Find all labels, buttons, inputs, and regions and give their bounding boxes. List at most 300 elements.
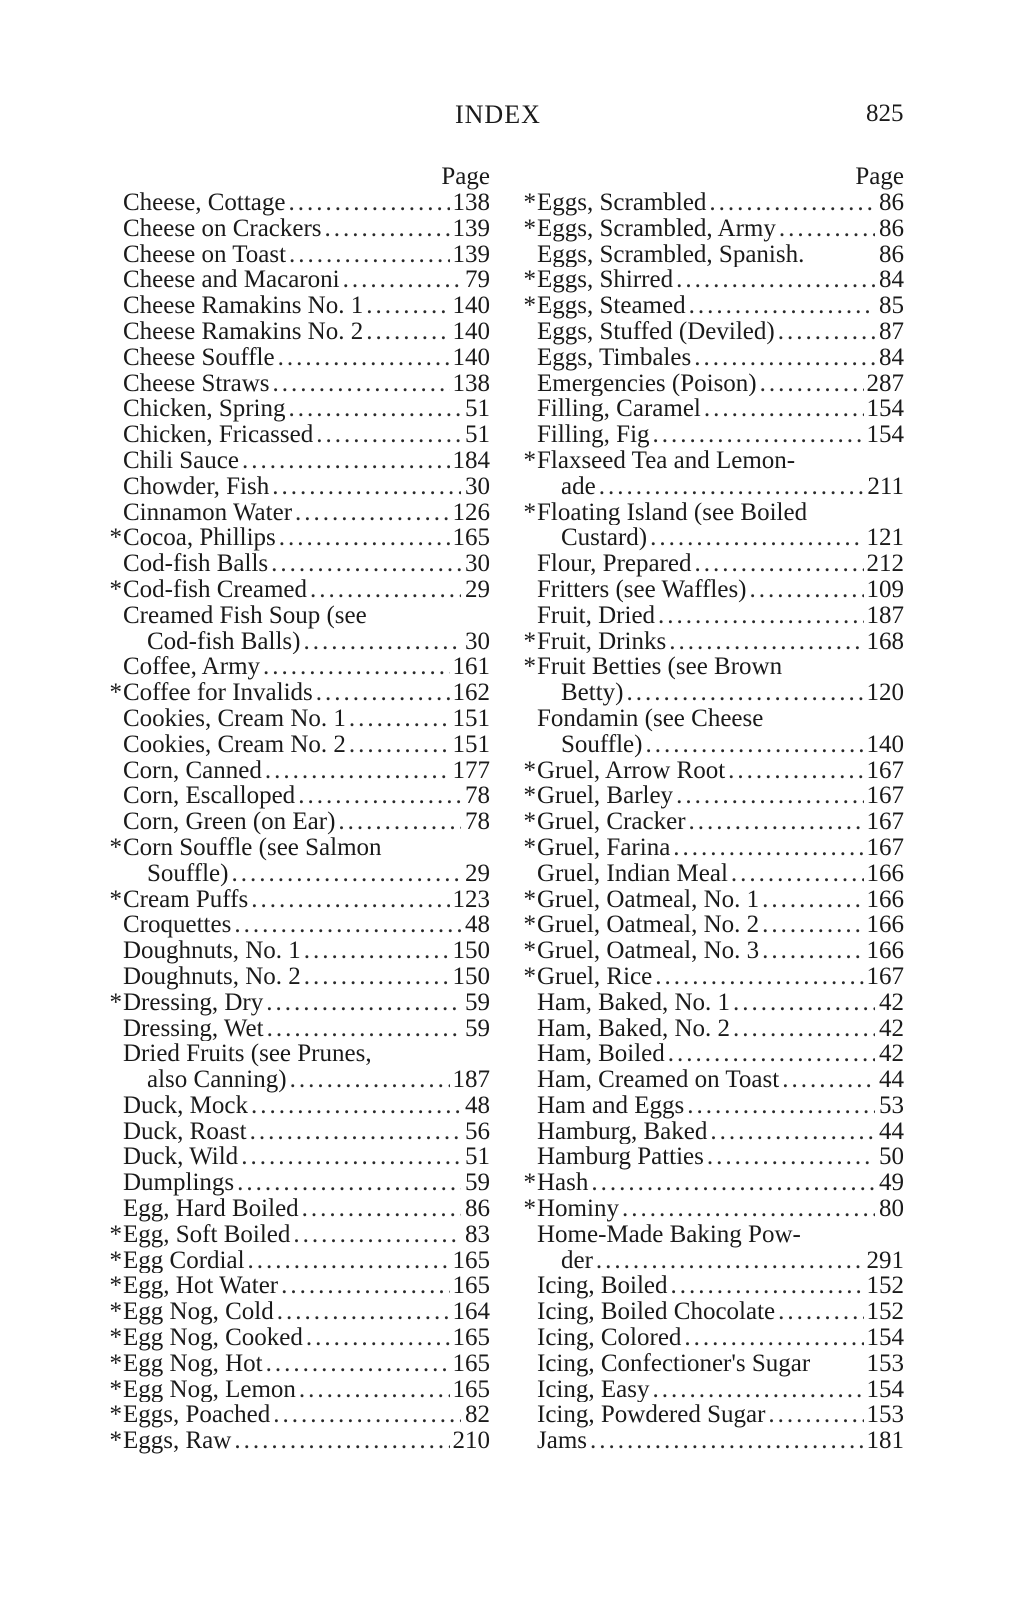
entry-page-number: 211 xyxy=(867,473,904,500)
dot-leader xyxy=(782,1067,875,1093)
index-entry xyxy=(522,422,904,448)
entry-page-number: 30 xyxy=(465,473,490,500)
entry-page-number: 51 xyxy=(465,422,490,448)
entry-text: Ham and Eggs xyxy=(537,1092,685,1119)
entry-text: Cheese Straws xyxy=(123,370,270,397)
entry-page-number: 83 xyxy=(465,1221,490,1248)
dot-leader xyxy=(658,603,863,629)
entry-marker: * xyxy=(523,447,536,474)
dot-leader xyxy=(689,293,875,319)
dot-leader xyxy=(316,422,461,448)
entry-text: Fritters (see Waffles) xyxy=(537,576,747,603)
entry-page-number: 167 xyxy=(866,809,904,835)
entry-page-number: 154 xyxy=(866,422,904,448)
entry-page-number: 165 xyxy=(452,1247,490,1274)
entry-text: Fruit, Drinks xyxy=(537,628,667,655)
entry-text: Egg Nog, Lemon xyxy=(123,1376,296,1403)
entry-text: Corn, Escalloped xyxy=(123,783,296,810)
entry-text: Duck, Roast xyxy=(123,1118,247,1145)
index-entry xyxy=(108,758,490,784)
entry-text: Duck, Mock xyxy=(123,1092,248,1119)
index-entry xyxy=(522,1170,904,1196)
entry-page-number: 153 xyxy=(866,1350,904,1377)
entry-marker: * xyxy=(109,886,122,913)
entry-page-number: 59 xyxy=(465,1015,490,1042)
index-entry xyxy=(108,319,490,345)
dot-leader xyxy=(627,680,864,706)
entry-page-number: 162 xyxy=(452,680,490,706)
entry-text: Ham, Boiled xyxy=(537,1041,665,1068)
entry-text: Flaxseed Tea and Lemon- xyxy=(537,447,796,474)
index-entry xyxy=(108,1119,490,1145)
entry-marker: * xyxy=(109,680,122,706)
column-heading: Page xyxy=(441,163,490,190)
entry-text: Cheese Souffle xyxy=(123,344,275,371)
entry-text: Egg Nog, Hot xyxy=(123,1350,263,1377)
entry-marker: * xyxy=(109,1402,122,1429)
dot-leader xyxy=(290,1067,450,1093)
entry-page-number: 51 xyxy=(465,396,490,423)
dot-leader xyxy=(288,190,449,216)
index-entry xyxy=(108,1273,490,1299)
entry-page-number: 48 xyxy=(465,912,490,939)
index-entry xyxy=(522,732,904,758)
entry-marker: * xyxy=(523,757,536,784)
dot-leader xyxy=(671,1273,864,1299)
entry-text: Chicken, Spring xyxy=(123,396,286,423)
dot-leader xyxy=(596,1248,864,1274)
entry-marker: * xyxy=(109,834,122,861)
dot-leader xyxy=(277,1299,450,1325)
entry-page-number: 49 xyxy=(879,1170,904,1197)
index-entry xyxy=(522,577,904,603)
entry-text: Cheese Ramakins No. 2 xyxy=(123,318,364,345)
index-entry xyxy=(108,861,490,887)
dot-leader xyxy=(299,1377,450,1403)
index-entry xyxy=(108,990,490,1016)
index-entry xyxy=(108,1222,490,1248)
entry-text: Eggs, Stuffed (Deviled) xyxy=(537,318,775,345)
entry-text: Fruit, Dried xyxy=(537,602,656,629)
entry-page-number: 50 xyxy=(879,1144,904,1171)
dot-leader xyxy=(750,577,864,603)
dot-leader xyxy=(366,319,449,345)
index-entry xyxy=(522,654,904,680)
dot-leader xyxy=(295,500,449,526)
dot-leader xyxy=(590,1428,864,1454)
entry-page-number: 166 xyxy=(866,938,904,964)
dot-leader xyxy=(237,1170,461,1196)
entry-marker: * xyxy=(523,938,536,964)
entry-page-number: 167 xyxy=(866,783,904,810)
entry-marker: * xyxy=(523,293,536,319)
dot-leader xyxy=(349,706,450,732)
index-entry xyxy=(522,1196,904,1222)
entry-page-number: 80 xyxy=(879,1196,904,1222)
entry-page-number: 165 xyxy=(452,1325,490,1351)
entry-text: Corn, Canned xyxy=(123,757,262,784)
dot-leader xyxy=(250,1119,461,1145)
dot-leader xyxy=(310,577,461,603)
index-entry xyxy=(522,1119,904,1145)
dot-leader xyxy=(242,448,450,474)
index-entry xyxy=(108,267,490,293)
entry-text: Dumplings xyxy=(123,1170,235,1197)
entry-marker: * xyxy=(109,525,122,552)
entry-page-number: 210 xyxy=(452,1428,490,1455)
entry-page-number: 121 xyxy=(866,525,904,552)
entry-page-number: 29 xyxy=(465,576,490,603)
entry-text: Hamburg, Baked xyxy=(537,1118,708,1145)
entry-page-number: 212 xyxy=(866,551,904,577)
index-entry xyxy=(108,835,490,861)
entry-text: Chicken, Fricassed xyxy=(123,422,314,448)
entry-marker: * xyxy=(523,1170,536,1197)
entry-page-number: 187 xyxy=(866,602,904,629)
entry-marker: * xyxy=(109,1376,122,1403)
dot-leader xyxy=(731,861,864,887)
index-entry xyxy=(108,371,490,397)
index-entry xyxy=(522,603,904,629)
entry-text: Eggs, Scrambled xyxy=(537,190,707,216)
dot-leader xyxy=(279,525,450,551)
dot-leader xyxy=(349,732,450,758)
entry-text: Egg Nog, Cooked xyxy=(123,1325,303,1351)
index-entry xyxy=(108,1377,490,1403)
index-entry xyxy=(108,887,490,913)
entry-text: Duck, Wild xyxy=(123,1144,239,1171)
dot-leader xyxy=(778,1299,863,1325)
entry-page-number: 140 xyxy=(452,318,490,345)
entry-page-number: 151 xyxy=(452,705,490,732)
entry-page-number: 150 xyxy=(452,938,490,964)
dot-leader xyxy=(304,964,450,990)
index-entry xyxy=(108,1016,490,1042)
dot-leader xyxy=(271,551,461,577)
dot-leader xyxy=(762,887,863,913)
entry-page-number: 139 xyxy=(452,241,490,268)
index-entry xyxy=(522,964,904,990)
index-entry xyxy=(522,1428,904,1454)
dot-leader xyxy=(676,267,875,293)
entry-page-number: 51 xyxy=(465,1144,490,1171)
entry-text: Creamed Fish Soup (see xyxy=(123,602,367,629)
dot-leader xyxy=(779,216,875,242)
entry-page-number: 42 xyxy=(879,1015,904,1042)
entry-page-number: 86 xyxy=(465,1196,490,1222)
dot-leader xyxy=(694,345,875,371)
entry-marker: * xyxy=(523,654,536,681)
dot-leader xyxy=(234,912,461,938)
index-entry xyxy=(108,629,490,655)
entry-text: Cookies, Cream No. 2 xyxy=(123,731,346,758)
running-head: INDEX xyxy=(455,100,541,129)
index-entry xyxy=(108,1428,490,1454)
entry-text: Eggs, Shirred xyxy=(537,267,674,294)
entry-page-number: 165 xyxy=(452,1273,490,1300)
dot-leader xyxy=(695,551,864,577)
entry-text: Fondamin (see Cheese xyxy=(537,705,764,732)
index-entry xyxy=(108,190,490,216)
index-entry xyxy=(522,500,904,526)
entry-text: Cod-fish Balls) xyxy=(147,628,301,655)
index-entry xyxy=(108,1299,490,1325)
entry-page-number: 78 xyxy=(465,783,490,810)
entry-text: Hash xyxy=(537,1170,589,1197)
index-entry xyxy=(522,371,904,397)
entry-page-number: 154 xyxy=(866,396,904,423)
entry-text: Chowder, Fish xyxy=(123,473,270,500)
entry-text: Eggs, Scrambled, Army xyxy=(537,215,776,242)
entry-page-number: 165 xyxy=(452,1350,490,1377)
entry-text: Eggs, Scrambled, Spanish. xyxy=(537,241,805,268)
index-entry xyxy=(522,1248,904,1274)
dot-leader xyxy=(622,1196,875,1222)
index-entry xyxy=(522,267,904,293)
entry-page-number: 59 xyxy=(465,989,490,1016)
entry-text: Ham, Baked, No. 1 xyxy=(537,989,731,1016)
dot-leader xyxy=(652,1377,863,1403)
index-entry xyxy=(108,1067,490,1093)
entry-page-number: 151 xyxy=(452,731,490,758)
index-entry xyxy=(522,809,904,835)
dot-leader xyxy=(343,267,461,293)
entry-text: Filling, Caramel xyxy=(537,396,701,423)
entry-text: Cinnamon Water xyxy=(123,499,293,526)
index-entry xyxy=(108,1093,490,1119)
dot-leader xyxy=(689,809,864,835)
dot-leader xyxy=(303,629,461,655)
dot-leader xyxy=(265,758,450,784)
entry-page-number: 30 xyxy=(465,551,490,577)
index-entry xyxy=(108,577,490,603)
entry-page-number: 42 xyxy=(879,989,904,1016)
entry-page-number: 187 xyxy=(452,1067,490,1093)
entry-page-number: 44 xyxy=(879,1067,904,1093)
dot-leader xyxy=(281,1273,449,1299)
entry-text: Gruel, Oatmeal, No. 3 xyxy=(537,938,760,964)
entry-text: Cream Puffs xyxy=(123,886,249,913)
index-entry xyxy=(522,990,904,1016)
dot-leader xyxy=(733,1016,875,1042)
index-entry xyxy=(108,396,490,422)
entry-text: Dressing, Wet xyxy=(123,1015,264,1042)
entry-page-number: 165 xyxy=(452,1376,490,1403)
index-entry xyxy=(522,1377,904,1403)
index-entry xyxy=(108,1041,490,1067)
dot-leader xyxy=(668,1041,875,1067)
entry-text: ade xyxy=(561,473,596,500)
entry-page-number: 168 xyxy=(866,628,904,655)
entry-text: Corn, Green (on Ear) xyxy=(123,809,336,835)
entry-page-number: 126 xyxy=(452,499,490,526)
entry-marker: * xyxy=(109,1428,122,1455)
entry-text: Gruel, Indian Meal xyxy=(537,860,728,887)
dot-leader xyxy=(272,474,461,500)
index-entry xyxy=(522,216,904,242)
index-entry xyxy=(108,293,490,319)
dot-leader xyxy=(366,293,449,319)
entry-text: Doughnuts, No. 2 xyxy=(123,963,301,990)
index-entry xyxy=(108,964,490,990)
entry-marker: * xyxy=(523,215,536,242)
entry-marker: * xyxy=(109,1221,122,1248)
dot-leader xyxy=(293,1222,461,1248)
dot-leader xyxy=(673,835,863,861)
entry-page-number: 138 xyxy=(452,370,490,397)
entry-page-number: 59 xyxy=(465,1170,490,1197)
page-number: 825 xyxy=(866,100,904,127)
entry-marker: * xyxy=(523,809,536,835)
entry-marker: * xyxy=(523,963,536,990)
dot-leader xyxy=(707,1144,875,1170)
dot-leader xyxy=(762,938,863,964)
index-entry xyxy=(108,938,490,964)
entry-page-number: 140 xyxy=(452,293,490,319)
entry-text: also Canning) xyxy=(147,1067,287,1093)
index-entry xyxy=(522,448,904,474)
index-entry xyxy=(108,809,490,835)
entry-text: Egg, Soft Boiled xyxy=(123,1221,291,1248)
dot-leader xyxy=(289,396,462,422)
dot-leader xyxy=(298,783,461,809)
entry-text: Hamburg Patties xyxy=(537,1144,704,1171)
entry-text: Gruel, Oatmeal, No. 1 xyxy=(537,886,760,913)
entry-marker: * xyxy=(109,1299,122,1326)
entry-page-number: 56 xyxy=(465,1118,490,1145)
index-entry xyxy=(522,1402,904,1428)
dot-leader xyxy=(650,525,863,551)
entry-page-number: 138 xyxy=(452,190,490,216)
entry-page-number: 139 xyxy=(452,215,490,242)
entry-text: Souffle) xyxy=(147,860,229,887)
entry-text: Gruel, Arrow Root xyxy=(537,757,726,784)
dot-leader xyxy=(760,371,864,397)
entry-page-number: 30 xyxy=(465,628,490,655)
entry-text: Hominy xyxy=(537,1196,619,1222)
entry-text: Dried Fruits (see Prunes, xyxy=(123,1041,372,1068)
entry-text: Eggs, Steamed xyxy=(537,293,686,319)
dot-leader xyxy=(266,990,461,1016)
entry-text: Ham, Baked, No. 2 xyxy=(537,1015,731,1042)
index-entry xyxy=(522,1299,904,1325)
entry-text: Icing, Boiled Chocolate xyxy=(537,1299,776,1326)
dot-leader xyxy=(316,680,450,706)
dot-leader xyxy=(234,1428,449,1454)
entry-page-number: 152 xyxy=(866,1299,904,1326)
index-entry xyxy=(108,732,490,758)
index-entry xyxy=(522,1067,904,1093)
entry-text: Home-Made Baking Pow- xyxy=(537,1221,801,1248)
entry-page-number: 82 xyxy=(465,1402,490,1429)
entry-page-number: 154 xyxy=(866,1325,904,1351)
index-entry xyxy=(108,1170,490,1196)
index-entry xyxy=(522,293,904,319)
entry-page-number: 152 xyxy=(866,1273,904,1300)
entry-page-number: 109 xyxy=(866,576,904,603)
dot-leader xyxy=(278,345,450,371)
entry-page-number: 84 xyxy=(879,344,904,371)
entry-page-number: 167 xyxy=(866,963,904,990)
index-entry xyxy=(522,1273,904,1299)
entry-text: Icing, Boiled xyxy=(537,1273,668,1300)
entry-text: Coffee, Army xyxy=(123,654,261,681)
index-entry xyxy=(108,422,490,448)
index-column-right xyxy=(522,164,904,1454)
index-entry xyxy=(522,190,904,216)
entry-text: Icing, Easy xyxy=(537,1376,650,1403)
index-entry xyxy=(108,1351,490,1377)
index-column-left xyxy=(108,164,490,1454)
index-entry xyxy=(522,887,904,913)
index-entry xyxy=(522,783,904,809)
entry-text: Croquettes xyxy=(123,912,232,939)
dot-leader xyxy=(599,474,865,500)
entry-text: Flour, Prepared xyxy=(537,551,692,577)
entry-text: der xyxy=(561,1247,593,1274)
entry-page-number: 29 xyxy=(465,860,490,887)
index-entry xyxy=(522,396,904,422)
dot-leader xyxy=(709,190,875,216)
entry-page-number: 165 xyxy=(452,525,490,552)
entry-page-number: 140 xyxy=(452,344,490,371)
dot-leader xyxy=(231,861,461,887)
dot-leader xyxy=(733,990,875,1016)
entry-page-number: 85 xyxy=(879,293,904,319)
index-entry xyxy=(522,474,904,500)
entry-page-number: 84 xyxy=(879,267,904,294)
index-entry xyxy=(522,1093,904,1119)
entry-text: Coffee for Invalids xyxy=(123,680,313,706)
dot-leader xyxy=(655,964,863,990)
entry-page-number: 120 xyxy=(866,680,904,706)
dot-leader xyxy=(267,1016,461,1042)
entry-page-number: 177 xyxy=(452,757,490,784)
entry-marker: * xyxy=(109,1247,122,1274)
entry-marker: * xyxy=(523,783,536,810)
index-entry xyxy=(108,1402,490,1428)
entry-page-number: 164 xyxy=(452,1299,490,1326)
dot-leader xyxy=(762,912,863,938)
index-entry xyxy=(522,912,904,938)
entry-marker: * xyxy=(109,1325,122,1351)
entry-text: Cod-fish Balls xyxy=(123,551,269,577)
index-entry xyxy=(522,629,904,655)
dot-leader xyxy=(687,1093,875,1119)
index-entry xyxy=(522,1016,904,1042)
index-entry xyxy=(522,345,904,371)
entry-text: Gruel, Farina xyxy=(537,834,671,861)
entry-text: Souffle) xyxy=(561,731,643,758)
entry-page-number: 287 xyxy=(866,370,904,397)
entry-text: Cod-fish Creamed xyxy=(123,576,307,603)
index-entry xyxy=(108,912,490,938)
entry-text: Icing, Confectioner's Sugar xyxy=(537,1350,811,1377)
index-entry xyxy=(108,603,490,629)
index-entry xyxy=(522,1144,904,1170)
index-entry xyxy=(108,783,490,809)
entry-page-number: 48 xyxy=(465,1092,490,1119)
index-entry xyxy=(522,680,904,706)
index-entry xyxy=(108,448,490,474)
dot-leader xyxy=(251,887,449,913)
entry-marker: * xyxy=(523,190,536,216)
index-entry xyxy=(522,525,904,551)
dot-leader xyxy=(325,216,450,242)
entry-marker: * xyxy=(523,1196,536,1222)
entry-text: Gruel, Rice xyxy=(537,963,653,990)
entry-text: Eggs, Raw xyxy=(123,1428,232,1455)
